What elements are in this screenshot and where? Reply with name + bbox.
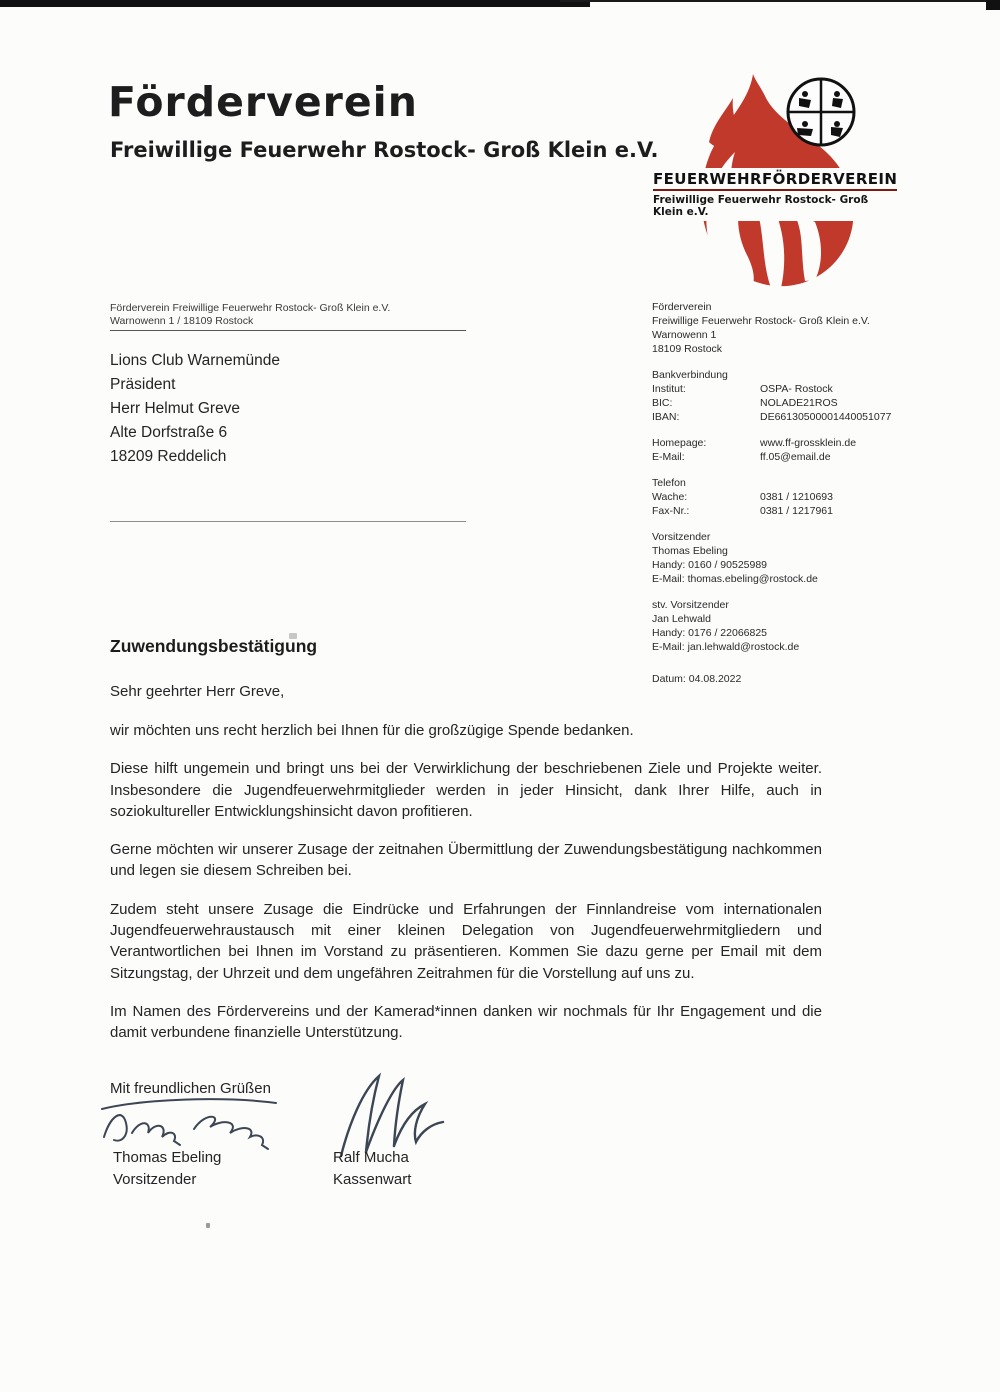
web-label: Homepage: bbox=[652, 437, 707, 449]
letterhead-info-panel bbox=[652, 300, 914, 686]
chairman-email: E-Mail: thomas.ebeling@rostock.de bbox=[652, 573, 818, 585]
email-address: ff.05@email.de bbox=[760, 451, 831, 463]
recipient-line: 18209 Reddelich bbox=[110, 448, 227, 465]
bank-value: OSPA- Rostock bbox=[760, 383, 833, 395]
signatory-1-name: Thomas Ebeling bbox=[113, 1149, 222, 1166]
scan-artifact-top-edge-thin bbox=[560, 0, 1000, 2]
info-deputy bbox=[652, 598, 914, 654]
page-subtitle: Freiwillige Feuerwehr Rostock- Groß Klein e.V. bbox=[110, 138, 659, 162]
info-address bbox=[652, 300, 914, 356]
info-phone bbox=[652, 476, 914, 518]
bank-label: IBAN: bbox=[652, 411, 680, 423]
paragraph: Gerne möchten wir unserer Zusage der zeitnahen Übermittlung der Zuwendungsbestätigung nachkommen und legen sie diesem Schreiben bei. bbox=[110, 841, 822, 880]
signatory-1-role: Vorsitzender bbox=[113, 1171, 197, 1188]
bank-value: NOLADE21ROS bbox=[760, 397, 838, 409]
chairman-heading: Vorsitzender bbox=[652, 531, 711, 543]
sender-return-address bbox=[110, 302, 390, 328]
sender-underline bbox=[110, 330, 466, 331]
paragraph: wir möchten uns recht herzlich bei Ihnen für die großzügige Spende bedanken. bbox=[110, 722, 634, 739]
signatory-2 bbox=[333, 1147, 411, 1191]
chairman-name: Thomas Ebeling bbox=[652, 545, 728, 557]
info-address-line: 18109 Rostock bbox=[652, 343, 723, 355]
fire-brigade-logo bbox=[653, 72, 898, 297]
scan-speck bbox=[206, 1223, 210, 1228]
deputy-heading: stv. Vorsitzender bbox=[652, 599, 729, 611]
info-address-line: Förderverein bbox=[652, 301, 712, 313]
paragraph: Zudem steht unsere Zusage die Eindrücke und Erfahrungen der Finnlandreise vom internationalen Jugendfeuerwehraustausch mit einer kleinen Delegation von Jugendfeuerwehrmitgliedern und Verantwortlichen bei Ihnen im Vorstand zu präsentieren. Kommen Sie dazu gerne per Email mit dem Sitzungstag, der Uhrzeit und dem ungefähren Zeitrahmen für die Vorstellung auf uns zu. bbox=[110, 900, 822, 982]
logo-title: FEUERWEHRFÖRDERVEREIN bbox=[653, 170, 897, 191]
sender-line-1: Förderverein Freiwillige Feuerwehr Rostock- Groß Klein e.V. bbox=[110, 302, 391, 314]
homepage-url: www.ff-grossklein.de bbox=[760, 437, 857, 449]
recipient-line: Herr Helmut Greve bbox=[110, 400, 241, 417]
bank-value: DE66130500001440051077 bbox=[760, 411, 892, 423]
fold-mark-line bbox=[110, 521, 466, 522]
signatory-2-name: Ralf Mucha bbox=[333, 1149, 409, 1166]
salutation: Sehr geehrter Herr Greve, bbox=[110, 683, 285, 700]
info-bank-heading: Bankverbindung bbox=[652, 369, 728, 381]
bank-label: Institut: bbox=[652, 383, 686, 395]
deputy-email: E-Mail: jan.lehwald@rostock.de bbox=[652, 641, 800, 653]
letter-subject: Zuwendungsbestätigung bbox=[110, 636, 318, 656]
letter-body bbox=[110, 720, 822, 1044]
signature-thomas-ebeling bbox=[98, 1093, 298, 1153]
info-address-line: Warnowenn 1 bbox=[652, 329, 717, 341]
phone-label: Fax-Nr.: bbox=[652, 505, 690, 517]
letter-date: Datum: 04.08.2022 bbox=[652, 673, 742, 685]
recipient-line: Präsident bbox=[110, 376, 176, 393]
deputy-mobile: Handy: 0176 / 22066825 bbox=[652, 627, 768, 639]
scan-artifact-top-edge bbox=[0, 0, 590, 7]
chairman-mobile: Handy: 0160 / 90525989 bbox=[652, 559, 768, 571]
deputy-name: Jan Lehwald bbox=[652, 613, 711, 625]
info-chairman bbox=[652, 530, 914, 586]
recipient-address-block bbox=[110, 349, 280, 469]
info-web bbox=[652, 436, 914, 464]
info-address-line: Freiwillige Feuerwehr Rostock- Groß Klein e.V. bbox=[652, 315, 870, 327]
scan-artifact-corner bbox=[986, 0, 1000, 10]
firefighter-emblem-icon bbox=[788, 79, 854, 145]
phone-number: 0381 / 1210693 bbox=[760, 491, 833, 503]
closing-phrase: Mit freundlichen Grüßen bbox=[110, 1080, 271, 1097]
info-bank bbox=[652, 368, 914, 424]
recipient-line: Alte Dorfstraße 6 bbox=[110, 424, 228, 441]
page-title: Förderverein bbox=[108, 78, 418, 126]
recipient-line: Lions Club Warnemünde bbox=[110, 352, 281, 369]
signatory-1 bbox=[113, 1147, 221, 1191]
web-label: E-Mail: bbox=[652, 451, 685, 463]
sender-line-2: Warnowenn 1 / 18109 Rostock bbox=[110, 315, 254, 327]
fax-number: 0381 / 1217961 bbox=[760, 505, 833, 517]
signatory-2-role: Kassenwart bbox=[333, 1171, 412, 1188]
paragraph: Im Namen des Fördervereins und der Kamerad*innen danken wir nochmals für Ihr Engagement und die damit verbundene finanzielle Unterstützung. bbox=[110, 1002, 822, 1042]
info-phone-heading: Telefon bbox=[652, 477, 686, 489]
bank-label: BIC: bbox=[652, 397, 673, 409]
logo-text-band bbox=[653, 168, 898, 221]
paragraph: Diese hilft ungemein und bringt uns bei der Verwirklichung der beschriebenen Ziele und Projekte weiter. Insbesondere die Jugendfeuerwehrmitglieder werden in jeder Hinsicht, dank Ihrer Hilfe, auch in soziokultureller Entwicklungshinsicht davon profitieren. bbox=[110, 760, 822, 820]
phone-label: Wache: bbox=[652, 491, 688, 503]
logo-subtitle: Freiwillige Feuerwehr Rostock- Groß Klein e.V. bbox=[653, 194, 869, 218]
